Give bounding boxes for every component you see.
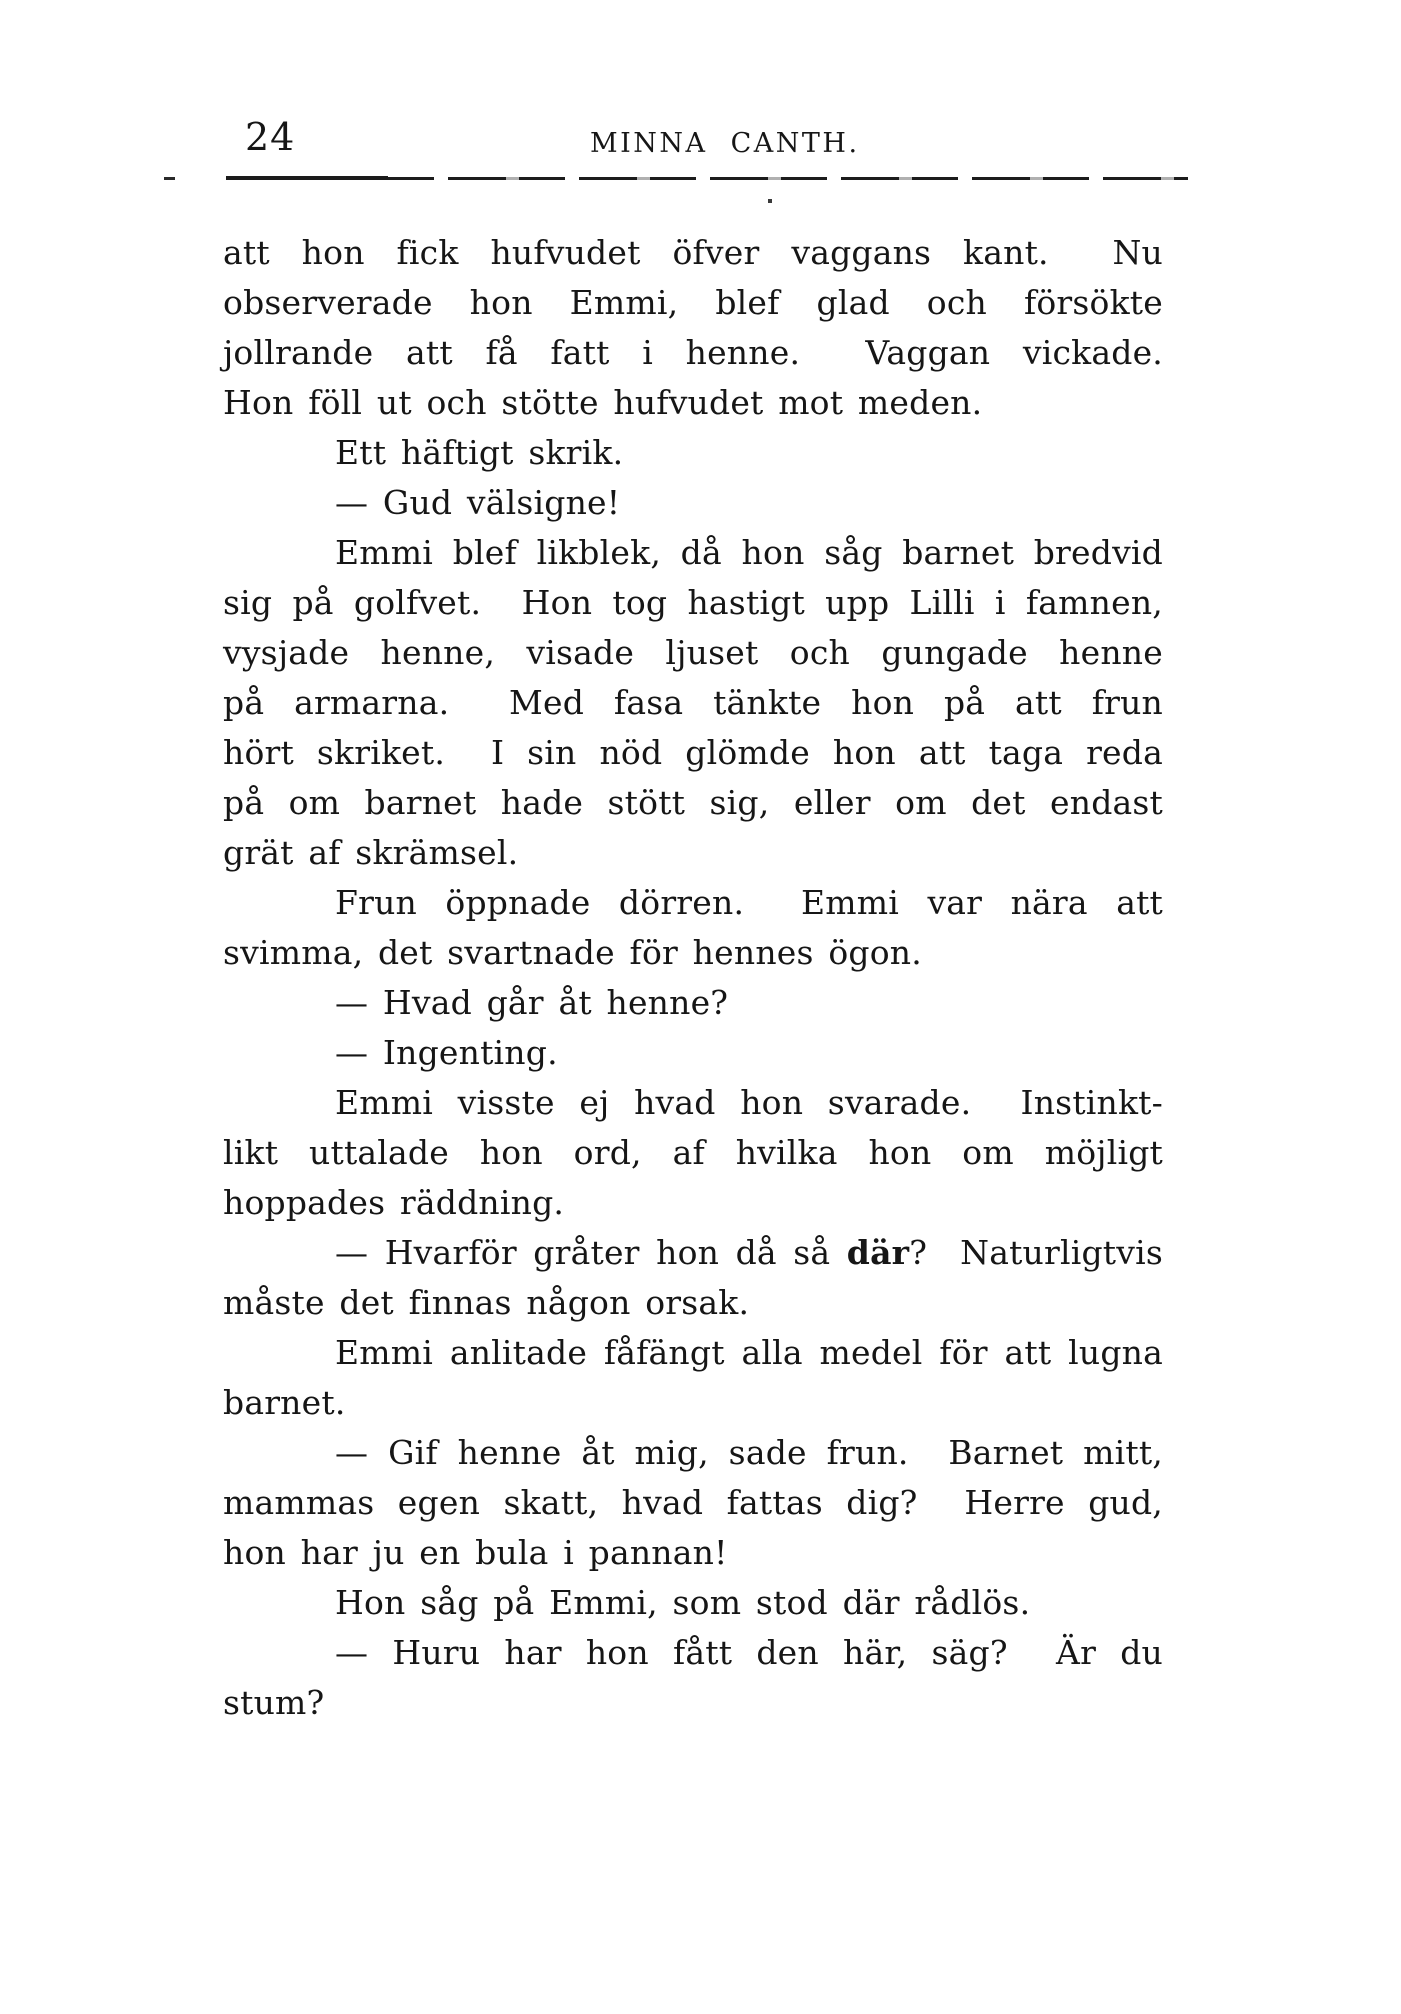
running-title: MINNA CANTH. xyxy=(590,128,860,159)
text-line: mammas egen skatt, hvad fattas dig? Herre gud, xyxy=(223,1483,1163,1522)
text-line: att hon fick hufvudet öfver vaggans kant. Nu xyxy=(223,233,1163,272)
text-line: Hon föll ut och stötte hufvudet mot meden. xyxy=(223,383,983,422)
text-line: — Gud välsigne! xyxy=(335,483,621,522)
text-line xyxy=(223,1228,1163,1278)
ink-speck xyxy=(768,199,772,203)
text-line: Hon såg på Emmi, som stod där rådlös. xyxy=(335,1583,1031,1622)
text-line: stum? xyxy=(223,1683,325,1722)
text-line: — Ingenting. xyxy=(335,1033,558,1072)
text-line: grät af skrämsel. xyxy=(223,833,519,872)
text-line: jollrande att få fatt i henne. Vaggan vickade. xyxy=(223,333,1163,372)
text-line: hon har ju en bula i pannan! xyxy=(223,1533,728,1572)
text-segment: ? Naturligtvis xyxy=(909,1233,1163,1272)
text-line: Ett häftigt skrik. xyxy=(335,433,624,472)
page-number: 24 xyxy=(245,115,296,159)
header-rule-broken-segment xyxy=(388,177,1188,180)
text-line: hoppades räddning. xyxy=(223,1183,565,1222)
text-line: Frun öppnade dörren. Emmi var nära att xyxy=(335,883,1163,922)
text-line: sig på golfvet. Hon tog hastigt upp Lilli i famnen, xyxy=(223,583,1163,622)
text-line: — Huru har hon fått den här, säg? Är du xyxy=(335,1633,1163,1672)
text-line: vysjade henne, visade ljuset och gungade henne xyxy=(223,633,1163,672)
text-line: svimma, det svartnade för hennes ögon. xyxy=(223,933,922,972)
emphasized-word: där xyxy=(846,1233,910,1272)
header-rule-solid-segment xyxy=(226,176,388,180)
text-line: Emmi anlitade fåfängt alla medel för att lugna xyxy=(335,1333,1163,1372)
body-text-block xyxy=(223,228,1163,1728)
ink-speck xyxy=(164,177,175,180)
text-line: — Hvad går åt henne? xyxy=(335,983,729,1022)
text-line: måste det finnas någon orsak. xyxy=(223,1283,750,1322)
text-line: observerade hon Emmi, blef glad och försökte xyxy=(223,283,1163,322)
text-line: barnet. xyxy=(223,1383,346,1422)
text-line: — Gif henne åt mig, sade frun. Barnet mitt, xyxy=(335,1433,1163,1472)
text-line: på om barnet hade stött sig, eller om det endast xyxy=(223,783,1163,822)
text-line: Emmi blef likblek, då hon såg barnet bredvid xyxy=(335,533,1163,572)
text-line: Emmi visste ej hvad hon svarade. Instinkt- xyxy=(335,1083,1163,1122)
text-segment: — Hvarför gråter hon då så xyxy=(335,1233,847,1272)
text-line: likt uttalade hon ord, af hvilka hon om möjligt xyxy=(223,1133,1163,1172)
text-line: på armarna. Med fasa tänkte hon på att frun xyxy=(223,683,1163,722)
text-line: hört skriket. I sin nöd glömde hon att taga reda xyxy=(223,733,1163,772)
